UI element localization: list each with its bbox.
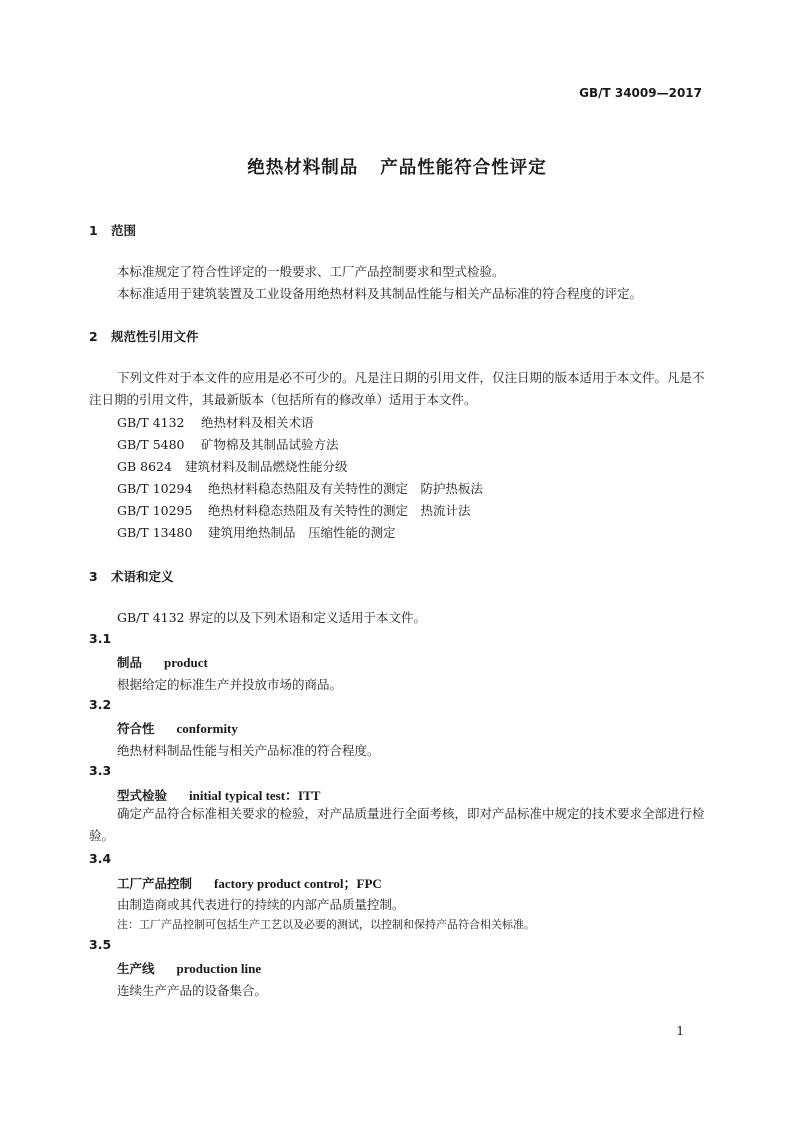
term-definition: 绝热材料制品性能与相关产品标准的符合程度。 [117,743,380,758]
term-definition: 确定产品符合标准相关要求的检验，对产品质量进行全面考核，即对产品标准中规定的技术要求全部进行检验。 [89,806,705,843]
term-definition: 由制造商或其代表进行的持续的内部产品质量控制。 [117,897,405,912]
term-number: 3.5 [89,937,112,952]
section-heading-references: 2 规范性引用文件 [89,329,199,344]
term-heading: 型式检验 initial typical test：ITT [117,788,321,803]
reference-item: GB/T 5480 矿物棉及其制品试验方法 [117,437,339,452]
term-heading: 生产线 production line [117,961,262,976]
terms-intro: GB/T 4132 界定的以及下列术语和定义适用于本文件。 [117,610,426,625]
term-heading: 制品 product [117,655,208,670]
scope-paragraph-1: 本标准规定了符合性评定的一般要求、工厂产品控制要求和型式检验。 [117,264,505,279]
term-definition: 连续生产产品的设备集合。 [117,983,268,998]
document-title [0,154,794,179]
reference-item: GB/T 13480 建筑用绝热制品 压缩性能的测定 [117,525,396,540]
references-intro: 下列文件对于本文件的应用是必不可少的。凡是注日期的引用文件，仅注日期的版本适用于本文件。凡是不注日期的引用文件，其最新版本（包括所有的修改单）适用于本文件。 [89,370,705,407]
section-heading-scope: 1 范围 [89,223,137,238]
term-heading: 工厂产品控制 factory product control；FPC [117,876,382,891]
scope-paragraph-2: 本标准适用于建筑装置及工业设备用绝热材料及其制品性能与相关产品标准的符合程度的评定。 [117,286,643,301]
reference-item: GB 8624 建筑材料及制品燃烧性能分级 [117,459,348,474]
term-note: 注：工厂产品控制可包括生产工艺以及必要的测试，以控制和保持产品符合相关标准。 [117,918,535,931]
page-number: 1 [676,1024,684,1038]
standard-code: GB/T 34009—2017 [579,86,702,100]
term-heading: 符合性 conformity [117,721,238,736]
term-number: 3.2 [89,697,112,712]
reference-item: GB/T 10294 绝热材料稳态热阻及有关特性的测定 防护热板法 [117,481,484,496]
reference-item: GB/T 4132 绝热材料及相关术语 [117,415,314,430]
term-number: 3.3 [89,763,112,778]
section-heading-terms: 3 术语和定义 [89,569,174,584]
term-number: 3.1 [89,631,112,646]
term-definition: 根据给定的标准生产并投放市场的商品。 [117,677,343,692]
reference-item: GB/T 10295 绝热材料稳态热阻及有关特性的测定 热流计法 [117,503,471,518]
title-part-1: 绝热材料制品 [247,158,359,178]
title-part-2: 产品性能符合性评定 [380,158,547,178]
term-number: 3.4 [89,851,112,866]
